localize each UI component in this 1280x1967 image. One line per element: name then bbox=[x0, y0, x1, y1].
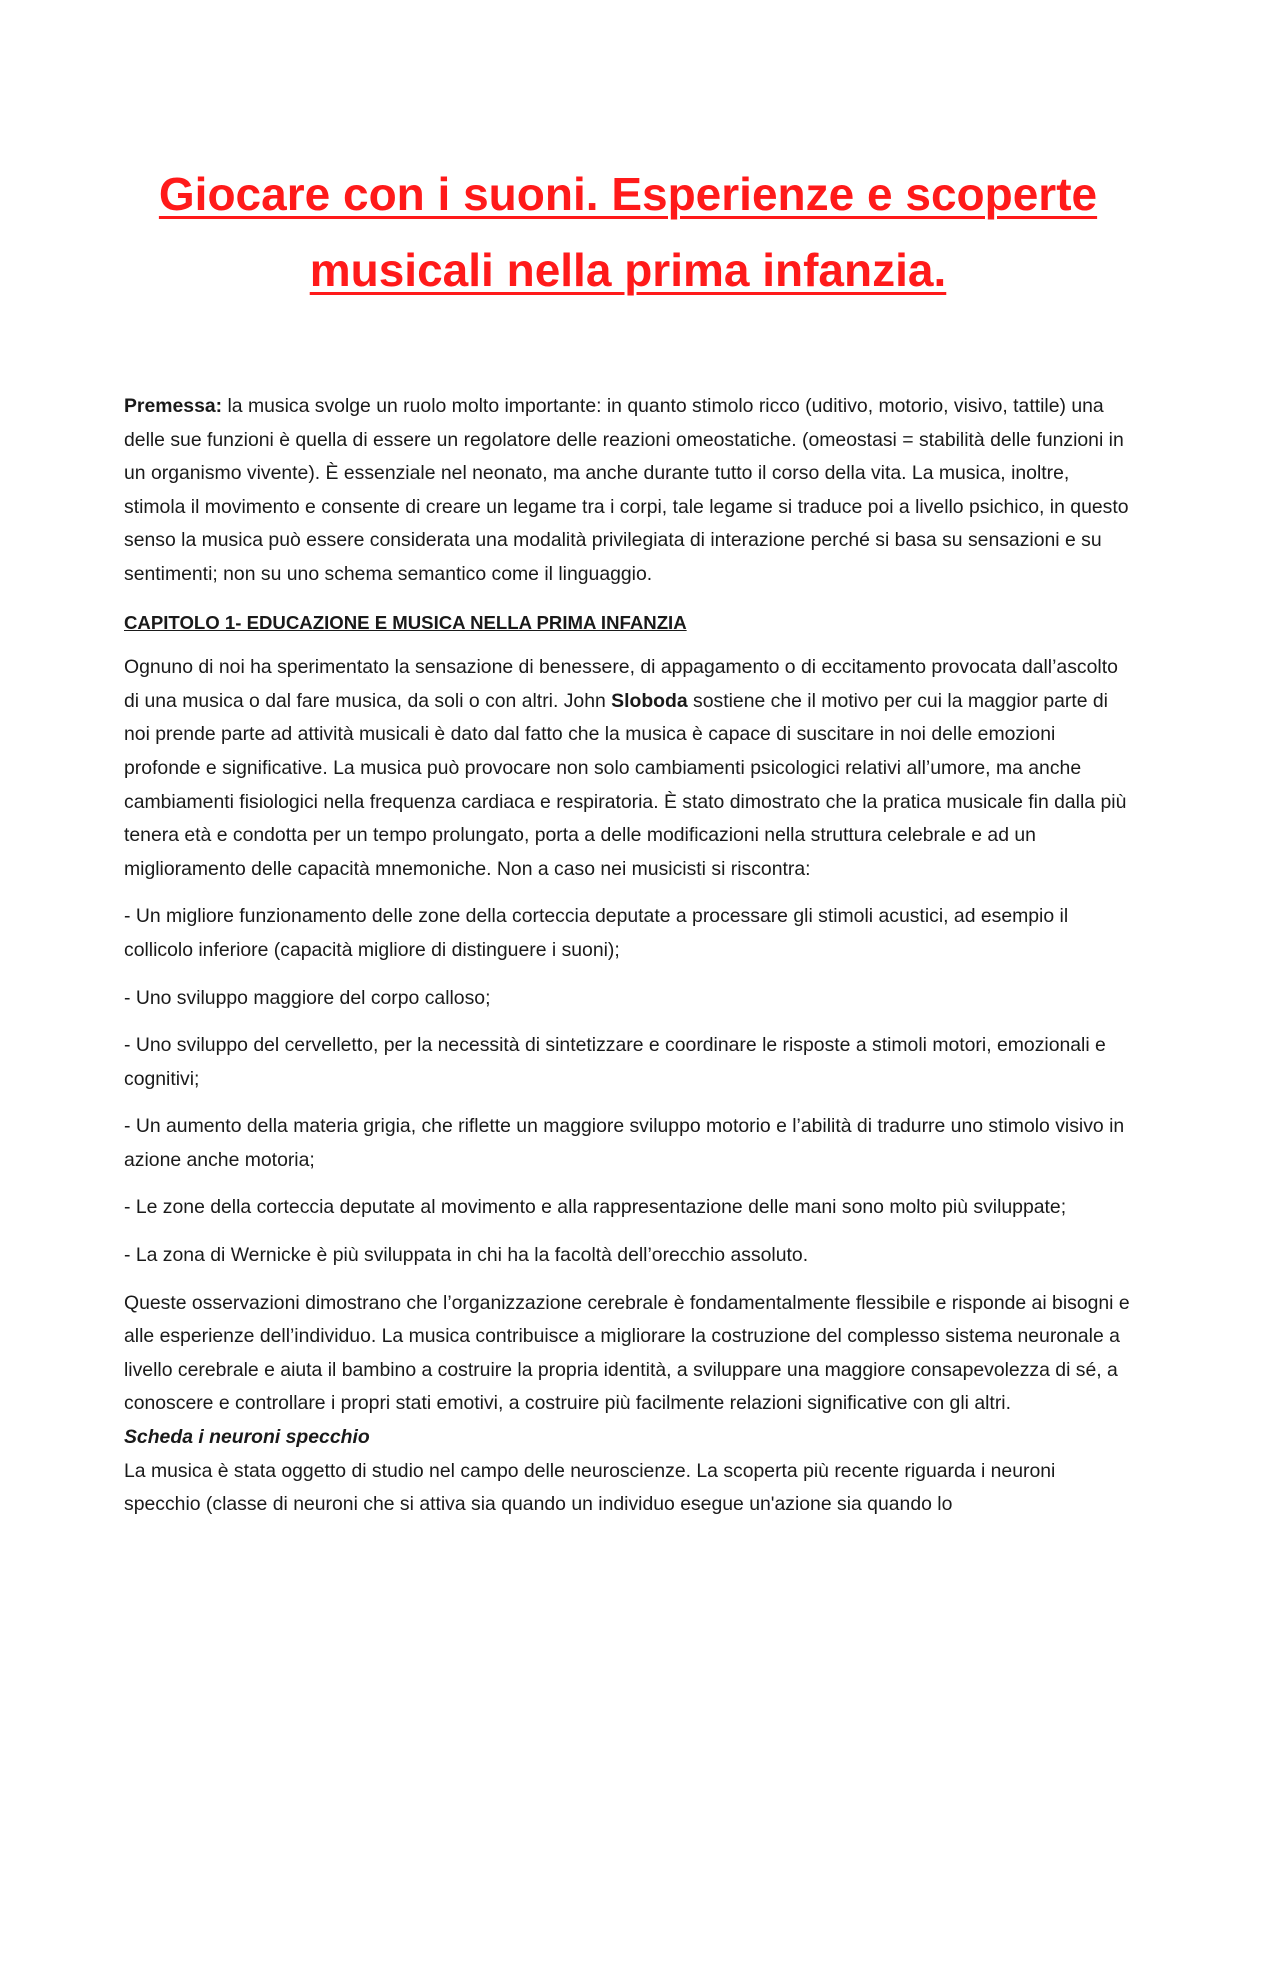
chapter-paragraph-1 bbox=[124, 651, 1132, 886]
list-item: - La zona di Wernicke è più sviluppata in chi ha la facoltà dell’orecchio assoluto. bbox=[124, 1244, 809, 1267]
document-page bbox=[0, 156, 1280, 1967]
list-item: - Le zone della corteccia deputate al movimento e alla rappresentazione delle mani sono molto più sviluppate; bbox=[124, 1196, 1067, 1219]
chapter-heading: CAPITOLO 1- EDUCAZIONE E MUSICA NELLA PRIMA INFANZIA bbox=[124, 611, 687, 633]
chapter-paragraph-2: Queste osservazioni dimostrano che l’organizzazione cerebrale è fondamentalmente flessibile e risponde ai bisogni e alle esperienze dell’individuo. La musica contribuisce a migliorare la costruzione del complesso sistema neuronale a livello cerebrale e aiuta il bambino a costruire la propria identità, a sviluppare una maggiore consapevolezza di sé, a conoscere e controllare i propri stati emotivi, a costruire più facilmente relazioni significative con gli altri. bbox=[124, 1291, 1130, 1415]
chapter-paragraph-3: La musica è stata oggetto di studio nel campo delle neuroscienze. La scoperta più recente riguarda i neuroni specchio (classe di neuroni che si attiva sia quando un individuo esegue un'azione sia quando lo bbox=[124, 1459, 1056, 1516]
title-line-1: Giocare con i suoni. Esperienze e scoperte bbox=[158, 168, 1098, 220]
document-body bbox=[124, 390, 1132, 1522]
premessa-label: Premessa: bbox=[124, 395, 223, 417]
scheda-heading: Scheda i neuroni specchio bbox=[124, 1426, 370, 1449]
list-item: - Uno sviluppo maggiore del corpo calloso; bbox=[124, 986, 491, 1009]
list-item: - Uno sviluppo del cervelletto, per la necessità di sintetizzare e coordinare le risposte a stimoli motori, emozionali e cognitivi; bbox=[124, 1034, 1106, 1090]
list-item: - Un migliore funzionamento delle zone della corteccia deputate a processare gli stimoli acustici, ad esempio il collicolo inferiore (capacità migliore di distinguere i suoni); bbox=[124, 905, 1069, 961]
premessa-paragraph bbox=[124, 390, 1132, 592]
document-title bbox=[124, 156, 1132, 308]
list-item: - Un aumento della materia grigia, che riflette un maggiore sviluppo motorio e l’abilità di tradurre uno stimolo visivo in azione anche motoria; bbox=[124, 1115, 1125, 1171]
title-line-2: musicali nella prima infanzia. bbox=[309, 244, 947, 296]
paragraph-1-end: sostiene che il motivo per cui la maggior parte di noi prende parte ad attività musicali è dato dal fatto che la musica è capace di suscitare in noi delle emozioni profonde e significative. La musica può provocare non solo cambiamenti psicologici relativi all’umore, ma anche cambiamenti fisiologici nella frequenza cardiaca e respiratoria. È stato dimostrato che la pratica musicale fin dalla più tenera età e condotta per un tempo prolungato, porta a delle modificazioni nella struttura celebrale e ad un miglioramento delle capacità mnemoniche. Non a caso nei musicisti si riscontra: bbox=[124, 689, 1127, 880]
author-name: Sloboda bbox=[611, 689, 688, 712]
premessa-text: la musica svolge un ruolo molto importante: in quanto stimolo ricco (uditivo, motorio, visivo, tattile) una delle sue funzioni è quella di essere un regolatore delle reazioni omeostatiche. (omeostasi = stabilità delle funzioni in un organismo vivente). È essenziale nel neonato, ma anche durante tutto il corso della vita. La musica, inoltre, stimola il movimento e consente di creare un legame tra i corpi, tale legame si traduce poi a livello psichico, in questo senso la musica può essere considerata una modalità privilegiata di interazione perché si basa su sensazioni e su sentimenti; non su uno schema semantico come il linguaggio. bbox=[124, 395, 1129, 585]
paragraph-1-start: Ognuno di noi ha sperimentato la sensazione di benessere, di appagamento o di eccitamento provocata dall’ascolto di una musica o dal fare musica, da soli o con altri. John bbox=[124, 656, 1118, 712]
